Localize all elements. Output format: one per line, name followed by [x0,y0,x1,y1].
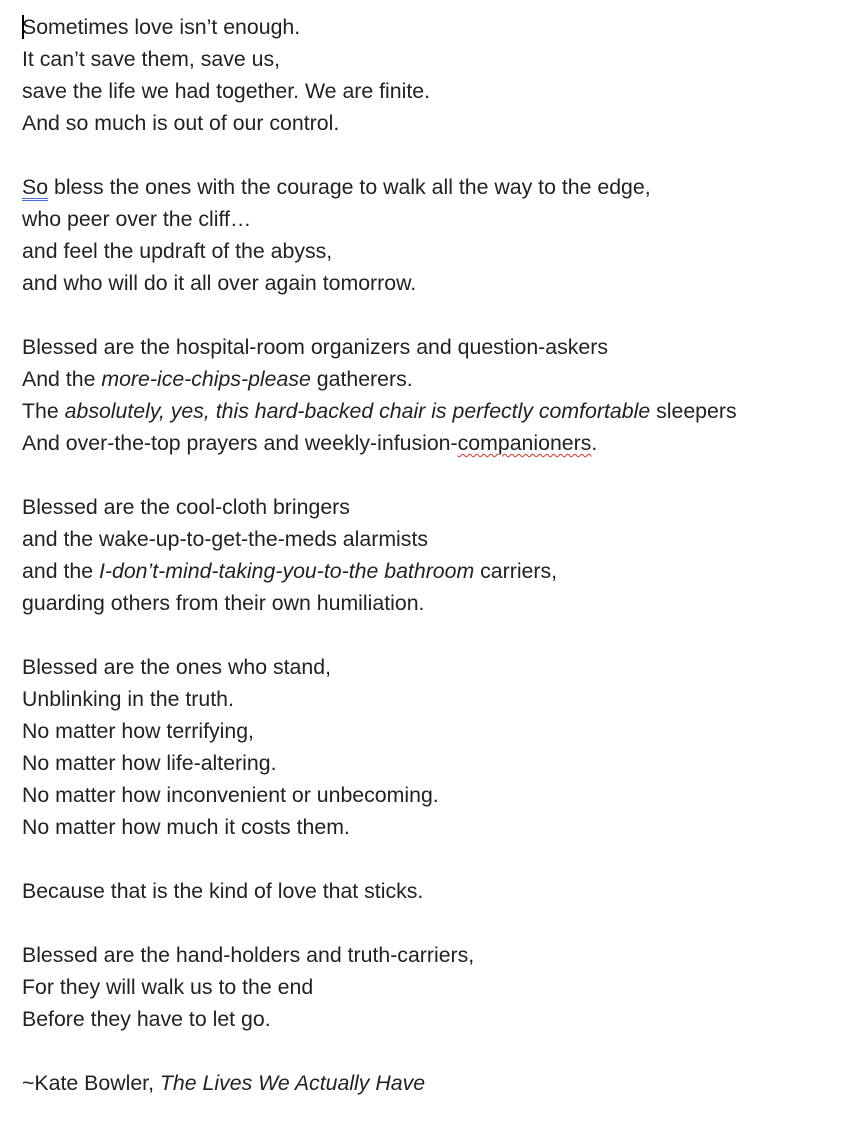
poem-line: and feel the updraft of the abyss, [22,239,333,263]
poem-line: save the life we had together. We are finite. [22,79,431,103]
poem-line: and the wake-up-to-get-the-meds alarmists [22,527,429,551]
stanza-7 [22,939,858,1035]
poem-line: And so much is out of our control. [22,111,340,135]
spelling-error[interactable]: companioners [457,431,592,455]
poem-line: So bless the ones with the courage to walk all the way to the edge, [22,175,651,199]
grammar-suggestion[interactable]: So [22,175,49,199]
poem-line: Blessed are the ones who stand, [22,655,332,679]
poem-line: The absolutely, yes, this hard-backed chair is perfectly comfortable sleepers [22,399,737,423]
poem-line: And the more-ice-chips-please gatherers. [22,367,413,391]
stanza-1 [22,11,858,139]
stanza-3 [22,331,858,459]
attribution-author: ~Kate Bowler, [22,1071,160,1095]
poem-line: No matter how much it costs them. [22,815,350,839]
poem-line: For they will walk us to the end [22,975,314,999]
stanza-5 [22,651,858,843]
poem-line: Blessed are the hospital-room organizers and question-askers [22,335,608,359]
poem-line: Before they have to let go. [22,1007,271,1031]
poem-line: guarding others from their own humiliation. [22,591,425,615]
attribution-title: The Lives We Actually Have [159,1071,426,1095]
stanza-4 [22,491,858,619]
document-body[interactable] [22,11,858,1131]
poem-line: No matter how life-altering. [22,751,277,775]
poem-line: who peer over the cliff… [22,207,252,231]
poem-line: Unblinking in the truth. [22,687,234,711]
poem-line: and the I-don’t-mind-taking-you-to-the bathroom carriers, [22,559,558,583]
poem-line: No matter how terrifying, [22,719,254,743]
poem-line: Sometimes love isn’t enough. [22,15,301,39]
poem-line: Because that is the kind of love that sticks. [22,879,424,903]
stanza-6 [22,875,858,907]
stanza-2 [22,171,858,299]
poem-line: and who will do it all over again tomorrow. [22,271,417,295]
poem-line: And over-the-top prayers and weekly-infusion-companioners. [22,431,598,455]
attribution [22,1067,858,1099]
poem-line: Blessed are the hand-holders and truth-carriers, [22,943,475,967]
poem-line: Blessed are the cool-cloth bringers [22,495,350,519]
poem-line: It can’t save them, save us, [22,47,281,71]
poem-line: No matter how inconvenient or unbecoming. [22,783,439,807]
attribution-line [22,1067,858,1099]
